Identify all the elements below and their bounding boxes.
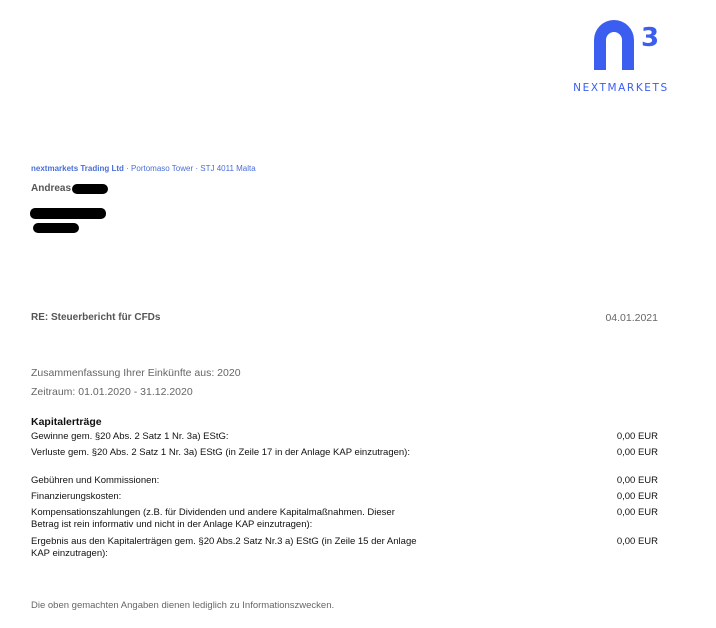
row-value: 0,00 EUR <box>616 536 658 547</box>
sender-address <box>31 164 256 173</box>
recipient-name: Andreas <box>31 183 72 194</box>
disclaimer: Die oben gemachten Angaben dienen lediglich zu Informationszwecken. <box>31 600 335 611</box>
sender-street: · Portomaso Tower · STJ 4011 Malta <box>123 164 256 173</box>
row-value: 0,00 EUR <box>616 431 658 442</box>
report-period: Zeitraum: 01.01.2020 - 31.12.2020 <box>31 386 193 398</box>
redaction-bar <box>30 208 106 219</box>
subject-line: RE: Steuerbericht für CFDs <box>31 312 161 323</box>
row-value: 0,00 EUR <box>616 447 658 458</box>
logo-wordmark: NEXTMARKETS <box>573 82 669 94</box>
row-value: 0,00 EUR <box>616 475 658 486</box>
svg-text:3: 3 <box>641 23 660 53</box>
n3-logo-icon <box>592 18 664 72</box>
row-label: Kompensationszahlungen (z.B. für Dividenden und andere Kapitalmaßnahmen. Dieser Betrag ist rein informativ und nicht in der Anlage KAP einzutragen): <box>31 507 395 530</box>
row-value: 0,00 EUR <box>616 507 658 518</box>
row-label: Verluste gem. §20 Abs. 2 Satz 1 Nr. 3a) EStG (in Zeile 17 in der Anlage KAP einzutragen): <box>31 447 410 458</box>
income-summary: Zusammenfassung Ihrer Einkünfte aus: 2020 <box>31 367 241 379</box>
redaction-bar <box>33 223 79 233</box>
sender-company: nextmarkets Trading Ltd <box>31 164 124 173</box>
document-date: 04.01.2021 <box>605 312 658 324</box>
redaction-bar <box>72 184 108 194</box>
row-label: Gebühren und Kommissionen: <box>31 475 160 486</box>
row-value: 0,00 EUR <box>616 491 658 502</box>
row-label: Finanzierungskosten: <box>31 491 122 502</box>
nextmarkets-logo <box>566 18 676 98</box>
row-label: Gewinne gem. §20 Abs. 2 Satz 1 Nr. 3a) EStG: <box>31 431 229 442</box>
section-title: Kapitalerträge <box>31 416 102 428</box>
row-label: Ergebnis aus den Kapitalerträgen gem. §20 Abs.2 Satz Nr.3 a) EStG (in Zeile 15 der Anlage KAP einzutragen): <box>31 536 417 559</box>
